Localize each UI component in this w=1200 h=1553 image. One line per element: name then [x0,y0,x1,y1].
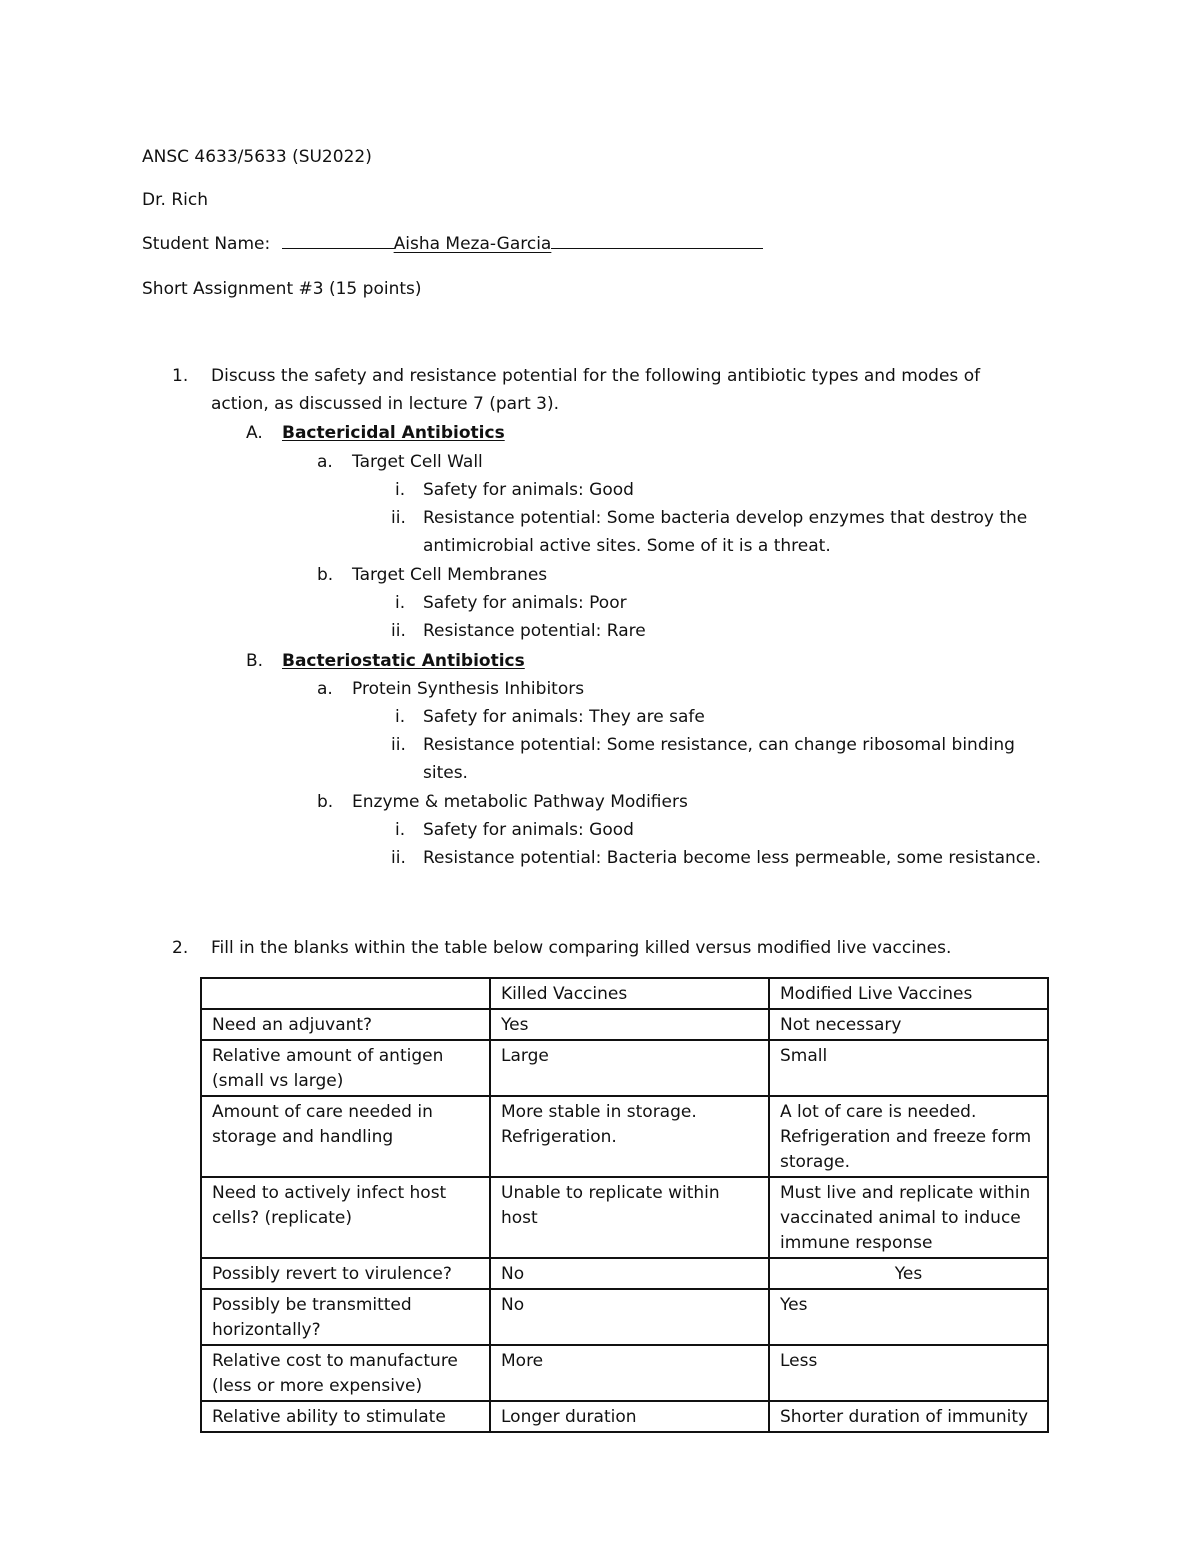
table-cell: A lot of care is needed. Refrigeration and freeze form storage. [769,1096,1048,1177]
a-a-i-marker: i. [395,480,406,500]
instructor-name: Dr. Rich [142,190,208,210]
section-a-marker: A. [246,423,263,443]
table-cell: Large [490,1040,769,1096]
table-cell: Relative amount of antigen (small vs large) [201,1040,490,1096]
table-cell: Need an adjuvant? [201,1009,490,1040]
table-row [201,1401,1048,1432]
table-row [201,1096,1048,1177]
q2-number: 2. [172,938,189,958]
b-b-marker: b. [317,792,334,812]
a-b-ii-marker: ii. [391,621,406,641]
table-header-cell [201,978,490,1009]
table-cell: No [490,1289,769,1345]
blank-underline [551,232,763,249]
q1-prompt-line2: action, as discussed in lecture 7 (part 3). [211,394,559,414]
a-a-ii-text-line1: Resistance potential: Some bacteria develop enzymes that destroy the [423,508,1028,528]
b-a-i-text: Safety for animals: They are safe [423,707,705,727]
vaccine-comparison-table [200,977,1049,1433]
table-header-cell: Killed Vaccines [490,978,769,1009]
table-cell: Possibly revert to virulence? [201,1258,490,1289]
student-name-label: Student Name: [142,234,271,254]
course-title: ANSC 4633/5633 (SU2022) [142,147,372,167]
table-cell: Yes [769,1289,1048,1345]
table-cell: Must live and replicate within vaccinated animal to induce immune response [769,1177,1048,1258]
table-cell: Longer duration [490,1401,769,1432]
b-a-ii-text-line1: Resistance potential: Some resistance, can change ribosomal binding [423,735,1015,755]
assignment-title: Short Assignment #3 (15 points) [142,279,422,299]
b-a-i-marker: i. [395,707,406,727]
q2-prompt: Fill in the blanks within the table below comparing killed versus modified live vaccines. [211,938,952,958]
b-b-i-marker: i. [395,820,406,840]
a-b-i-text: Safety for animals: Poor [423,593,627,613]
table-cell: Need to actively infect host cells? (replicate) [201,1177,490,1258]
b-a-title: Protein Synthesis Inhibitors [352,679,585,699]
q1-prompt-line1: Discuss the safety and resistance potential for the following antibiotic types and modes of [211,366,981,386]
table-row [201,1289,1048,1345]
table-cell: Yes [490,1009,769,1040]
table-row [201,1345,1048,1401]
b-b-i-text: Safety for animals: Good [423,820,634,840]
table-header-row [201,978,1048,1009]
table-cell: Small [769,1040,1048,1096]
student-name-value: Aisha Meza-Garcia [393,234,552,254]
table-cell: Less [769,1345,1048,1401]
a-a-ii-text-line2: antimicrobial active sites. Some of it is a threat. [423,536,831,556]
table-row [201,1258,1048,1289]
a-b-title: Target Cell Membranes [352,565,548,585]
a-a-marker: a. [317,452,333,472]
b-a-ii-marker: ii. [391,735,406,755]
q1-number: 1. [172,366,189,386]
table-row [201,1177,1048,1258]
table-cell: Shorter duration of immunity [769,1401,1048,1432]
table-cell: Relative cost to manufacture (less or more expensive) [201,1345,490,1401]
section-b-title: Bacteriostatic Antibiotics [282,651,525,671]
section-b-marker: B. [246,651,264,671]
table-cell: Yes [769,1258,1048,1289]
a-b-marker: b. [317,565,334,585]
table-cell: More [490,1345,769,1401]
table-cell: Possibly be transmitted horizontally? [201,1289,490,1345]
a-a-title: Target Cell Wall [352,452,483,472]
table-cell: No [490,1258,769,1289]
b-b-ii-marker: ii. [391,848,406,868]
a-b-ii-text-line1: Resistance potential: Rare [423,621,646,641]
student-name-line [142,232,763,255]
table-cell: Not necessary [769,1009,1048,1040]
table-row [201,1040,1048,1096]
b-a-ii-text-line2: sites. [423,763,468,783]
b-a-marker: a. [317,679,333,699]
a-a-i-text: Safety for animals: Good [423,480,634,500]
table-header-cell: Modified Live Vaccines [769,978,1048,1009]
a-a-ii-marker: ii. [391,508,406,528]
table-row [201,1009,1048,1040]
b-b-ii-text-line1: Resistance potential: Bacteria become less permeable, some resistance. [423,848,1041,868]
table-cell: Unable to replicate within host [490,1177,769,1258]
table-cell: Relative ability to stimulate [201,1401,490,1432]
blank-underline [282,232,394,249]
section-a-title: Bactericidal Antibiotics [282,423,505,443]
table-cell: Amount of care needed in storage and handling [201,1096,490,1177]
table-cell: More stable in storage. Refrigeration. [490,1096,769,1177]
b-b-title: Enzyme & metabolic Pathway Modifiers [352,792,688,812]
a-b-i-marker: i. [395,593,406,613]
